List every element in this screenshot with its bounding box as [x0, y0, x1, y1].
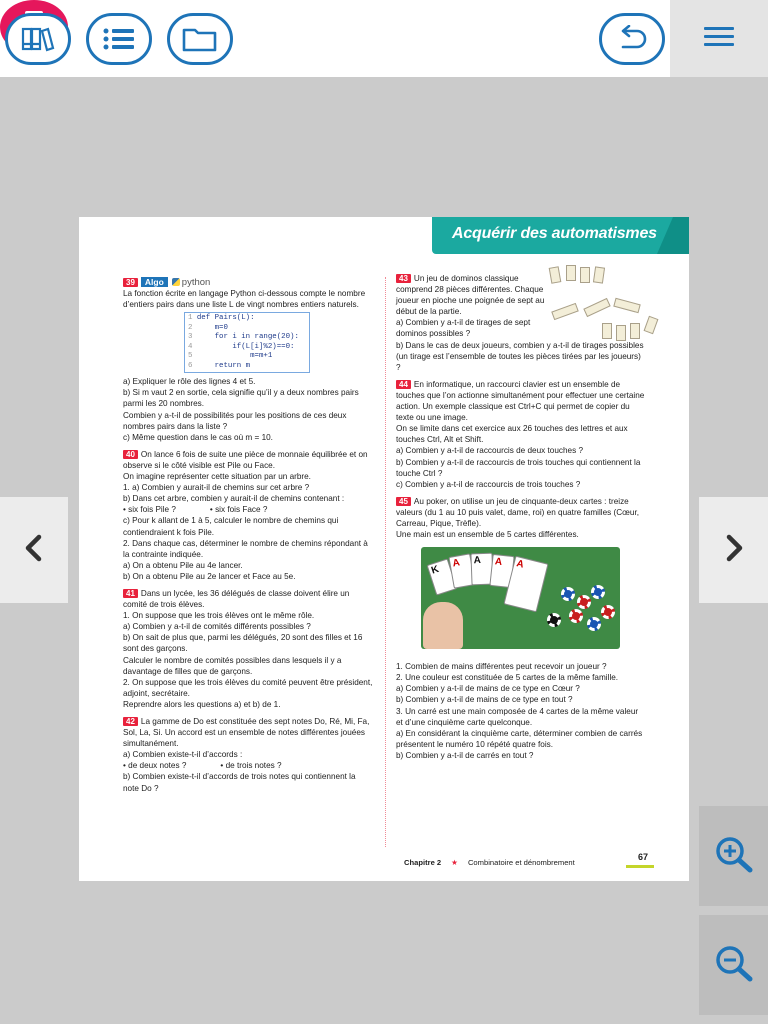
- exercise-number: 43: [396, 274, 411, 283]
- exercise-text: • six fois Pile ?: [123, 505, 176, 515]
- exercise-text: a) Combien y a-t-il de raccourcis de deux touches ?: [396, 446, 584, 456]
- exercise-number: 44: [396, 380, 411, 389]
- menu-button[interactable]: [670, 0, 768, 77]
- playing-card: K: [427, 559, 458, 596]
- exercise-text: b) On sait de plus que, parmi les délégués, 20 sont des filles et 16 sont des garçons.: [123, 633, 363, 654]
- folder-icon: [181, 25, 219, 53]
- exercise-text: Une main est un ensemble de 5 cartes différentes.: [396, 530, 579, 540]
- exercise-text: 3. Un carré est une main composée de 4 cartes de la même valeur et d’une cinquième carte quelconque.: [396, 706, 639, 727]
- banner-title: Acquérir des automatismes: [452, 225, 657, 242]
- exercise-40: [123, 449, 373, 582]
- playing-card: A: [503, 556, 548, 613]
- back-arrow-icon: [615, 25, 649, 53]
- exercise-text: b) Combien y a-t-il de carrés en tout ?: [396, 750, 534, 760]
- exercise-text: 1. Combien de mains différentes peut recevoir un joueur ?: [396, 662, 607, 672]
- exercise-text: • six fois Face ?: [209, 505, 268, 515]
- exercise-text: Combien y a-t-il de possibilités pour les positions de ces deux nombres pairs dans la liste ?: [123, 410, 347, 431]
- code-line: 1 def Pairs(L):: [188, 314, 255, 323]
- exercise-text: On se limite dans cet exercice aux 26 touches des lettres et aux touches Ctrl, Alt et Shift.: [396, 424, 628, 445]
- playing-card: A: [448, 553, 475, 588]
- chevron-left-icon: [22, 533, 46, 568]
- zoom-in-button[interactable]: [699, 806, 768, 906]
- exercise-number: 41: [123, 589, 138, 598]
- folder-button[interactable]: [167, 13, 233, 65]
- code-line: 5 m=m+1: [188, 352, 273, 361]
- exercise-text: La fonction écrite en langage Python ci-dessous compte le nombre d’entiers pairs dans une liste L de vingt nombres entiers naturels.: [123, 289, 366, 310]
- list-icon: [102, 27, 136, 51]
- chapter-title: Combinatoire et dénombrement: [467, 857, 575, 867]
- algo-badge: Algo: [141, 277, 168, 287]
- dominoes-image: [544, 265, 662, 345]
- exercise-number: 45: [396, 497, 411, 506]
- poker-chip: [577, 595, 591, 609]
- back-button[interactable]: [599, 13, 665, 65]
- exercise-text: a) Combien existe-t-il d’accords :: [123, 750, 243, 760]
- hand-illustration: [423, 602, 463, 649]
- exercise-text: 1. a) Combien y aurait-il de chemins sur cet arbre ?: [123, 483, 310, 493]
- exercise-45: [396, 496, 646, 761]
- right-column: [396, 273, 646, 764]
- column-divider: [385, 277, 386, 847]
- poker-image: [421, 547, 620, 649]
- exercise-number: 39: [123, 278, 138, 287]
- library-button[interactable]: [5, 13, 71, 65]
- chevron-right-icon: [722, 533, 746, 568]
- poker-chip: [569, 609, 583, 623]
- exercise-text: La gamme de Do est constituée des sept notes Do, Ré, Mi, Fa, Sol, La, Si. Un accord est un ensemble de notes différentes jouées simultanément.: [123, 717, 370, 749]
- exercise-text: c) Même question dans le cas où m = 10.: [123, 432, 273, 442]
- exercise-number: 40: [123, 450, 138, 459]
- zoom-out-button[interactable]: [699, 915, 768, 1015]
- exercise-text: 1. On suppose que les trois élèves ont le même rôle.: [123, 611, 315, 621]
- exercise-text: b) Combien y a-t-il de raccourcis de trois touches qui contiennent la touche Ctrl ?: [396, 457, 641, 478]
- book-page: [79, 217, 689, 881]
- exercise-text: On imagine représenter cette situation par un arbre.: [123, 472, 311, 482]
- table-of-contents-button[interactable]: [86, 13, 152, 65]
- poker-chip: [547, 613, 561, 627]
- zoom-out-icon: [713, 943, 755, 988]
- exercise-39: [123, 277, 373, 443]
- poker-chip: [561, 587, 575, 601]
- exercise-text: 2. On suppose que les trois élèves du comité peuvent être président, adjoint, secrétaire.: [123, 677, 373, 698]
- exercise-text: Un jeu de dominos classique comprend 28 pièces différentes. Chaque joueur en pioche une poignée de sept au début de la partie.: [396, 274, 545, 317]
- exercise-text: 2. Une couleur est constituée de 5 cartes de la même famille.: [396, 673, 619, 683]
- exercise-text: a) En considérant la cinquième carte, déterminer combien de carrés présentent le numéro 10 répété quatre fois.: [396, 728, 643, 749]
- code-line: 2 m=0: [188, 323, 228, 332]
- exercise-text: a) Combien y a-t-il de tirages de sept dominos possibles ?: [396, 318, 531, 339]
- exercise-text: a) Combien y a-t-il de mains de ce type en Cœur ?: [396, 684, 580, 694]
- left-column: [123, 277, 373, 797]
- exercise-43: [396, 273, 646, 373]
- playing-card: A: [489, 554, 514, 588]
- poker-chip: [601, 605, 615, 619]
- hamburger-icon: [703, 25, 735, 52]
- exercise-number: 42: [123, 717, 138, 726]
- code-line: 4 if(L[i]%2)==0:: [188, 342, 295, 351]
- exercise-text: b) Combien y a-t-il de mains de ce type en tout ?: [396, 695, 573, 705]
- page-number: 67: [637, 852, 648, 862]
- exercise-text: On lance 6 fois de suite une pièce de monnaie équilibrée et on observe si le côté visible est Pile ou Face.: [123, 449, 368, 470]
- exercise-text: • de trois notes ?: [220, 761, 282, 771]
- exercise-text: Reprendre alors les questions a) et b) de 1.: [123, 699, 281, 709]
- exercise-text: b) Combien existe-t-il d’accords de trois notes qui contiennent la note Do ?: [123, 772, 356, 793]
- page-footer: [404, 852, 654, 869]
- library-icon: [21, 26, 55, 52]
- exercise-text: 2. Dans chaque cas, déterminer le nombre de chemins répondant à la contrainte indiquée.: [123, 538, 368, 559]
- exercise-text: Calculer le nombre de comités possibles dans lesquels il y a davantage de filles que de garçons.: [123, 655, 342, 676]
- python-logo-icon: [172, 278, 180, 286]
- exercise-text: Au poker, on utilise un jeu de cinquante-deux cartes : treize valeurs (du 1 au 10 puis valet, dame, roi) en quatre familles (Cœur, Carreau, Pique, Trèfle).: [396, 496, 640, 528]
- previous-page-button[interactable]: [0, 497, 68, 603]
- poker-chip: [591, 585, 605, 599]
- chapter-label: Chapitre 2: [404, 857, 442, 867]
- exercise-42: [123, 716, 373, 794]
- page-banner: [432, 217, 689, 254]
- exercise-text: a) Combien y a-t-il de comités différents possibles ?: [123, 622, 311, 632]
- exercise-text: b) Dans le cas de deux joueurs, combien y a-t-il de tirages possibles (un tirage est l’ensemble de toutes les pièces tirées par les joueurs) ?: [396, 340, 644, 372]
- top-toolbar: [0, 0, 768, 77]
- zoom-in-icon: [713, 834, 755, 879]
- exercise-text: b) Si m vaut 2 en sortie, cela signifie qu’il y a deux nombres pairs parmi les 20 nombres.: [123, 388, 359, 409]
- code-line: 3 for i in range(20):: [188, 333, 299, 342]
- poker-chip: [587, 617, 601, 631]
- exercise-44: [396, 379, 646, 490]
- exercise-text: c) Combien y a-t-il de raccourcis de trois touches ?: [396, 479, 581, 489]
- code-line: 6 return m: [188, 361, 251, 370]
- next-page-button[interactable]: [699, 497, 768, 603]
- exercise-text: Dans un lycée, les 36 délégués de classe doivent élire un comité de trois élèves.: [123, 588, 350, 610]
- exercise-text: b) On a obtenu Pile au 2e lancer et Face au 5e.: [123, 571, 296, 581]
- exercise-text: En informatique, un raccourci clavier est un ensemble de touches que l’on actionne simultanément pour effectuer une certaine action. Un exemple classique est Ctrl+C qui permet de copier du texte ou une image.: [396, 379, 645, 423]
- exercise-text: b) Dans cet arbre, combien y aurait-il de chemins contenant :: [123, 494, 345, 504]
- star-icon: ★: [451, 857, 458, 867]
- page-number-underline: [626, 865, 654, 868]
- exercise-text: a) On a obtenu Pile au 4e lancer.: [123, 560, 243, 570]
- exercise-text: c) Pour k allant de 1 à 5, calculer le nombre de chemins qui contiendraient k fois Pile.: [123, 516, 339, 537]
- exercise-text: • de deux notes ?: [123, 761, 187, 771]
- exercise-text: a) Expliquer le rôle des lignes 4 et 5.: [123, 377, 256, 387]
- python-code-block: [184, 312, 310, 373]
- exercise-41: [123, 588, 373, 710]
- playing-card: A: [470, 553, 493, 586]
- python-label: python: [181, 277, 211, 288]
